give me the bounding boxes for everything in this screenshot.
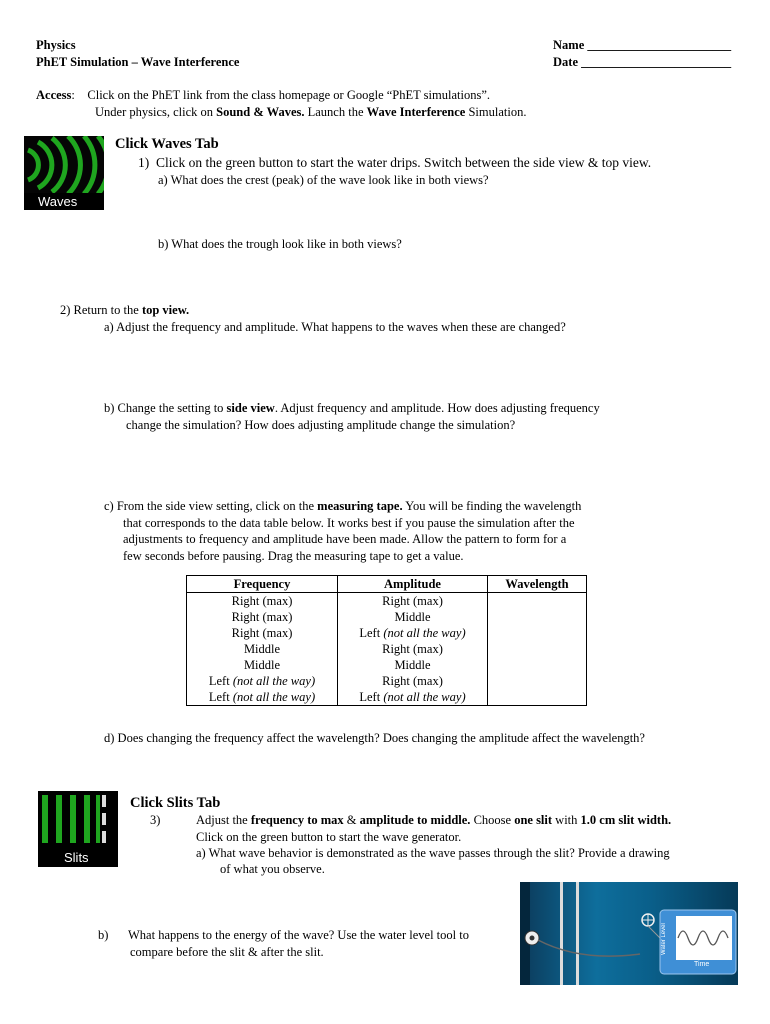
water-level-time-label: Time: [694, 961, 710, 968]
water-level-panel-title: Water Level: [661, 923, 667, 955]
amplitude-cell: Right (max): [338, 673, 488, 689]
question-3a-line-2: of what you observe.: [220, 862, 325, 876]
frequency-cell: Right (max): [187, 609, 338, 625]
wavelength-input-cell[interactable]: [488, 625, 587, 641]
frequency-cell: Left (not all the way): [187, 689, 338, 706]
waves-section-heading: Click Waves Tab: [115, 136, 219, 152]
table-header-row: [187, 576, 587, 593]
slits-bars-icon: [38, 791, 118, 847]
wavelength-input-cell[interactable]: [488, 641, 587, 657]
access-line-2: Under physics, click on Sound & Waves. Launch the Wave Interference Simulation.: [95, 105, 527, 119]
subject-label: Physics: [36, 38, 76, 52]
slits-icon-label: Slits: [64, 850, 89, 865]
question-3-line-1: Adjust the frequency to max & amplitude to middle. Choose one slit with 1.0 cm slit width.: [196, 813, 672, 827]
header-wavelength: Wavelength: [488, 576, 587, 593]
question-3b-number: b): [98, 928, 109, 942]
question-2b-line-1: b) Change the setting to side view. Adjust frequency and amplitude. How does adjusting frequency: [104, 401, 600, 415]
water-level-sim-screenshot: [520, 882, 738, 985]
waves-icon-label: Waves: [24, 193, 104, 210]
question-2d: d) Does changing the frequency affect the wavelength? Does changing the amplitude affect the wavelength?: [104, 731, 645, 745]
frequency-cell: Right (max): [187, 593, 338, 610]
question-1-text: Click on the green button to start the water drips. Switch between the side view & top view.: [156, 155, 652, 170]
wavelength-input-cell[interactable]: [488, 609, 587, 625]
question-1b: b) What does the trough look like in both views?: [158, 237, 402, 251]
worksheet-title: PhET Simulation – Wave Interference: [36, 55, 240, 69]
question-3-number: 3): [150, 813, 161, 827]
access-line-1: Access: Click on the PhET link from the class homepage or Google “PhET simulations”.: [36, 88, 490, 102]
question-3b-line-1: What happens to the energy of the wave? Use the water level tool to: [128, 928, 469, 942]
frequency-cell: Left (not all the way): [187, 673, 338, 689]
date-blank: ________________________: [581, 55, 732, 69]
date-label: Date: [553, 55, 578, 69]
amplitude-cell: Middle: [338, 657, 488, 673]
wavelength-input-cell[interactable]: [488, 673, 587, 689]
question-3a-line-1: a) What wave behavior is demonstrated as the wave passes through the slit? Provide a drawing: [196, 846, 670, 860]
wavelength-data-table: [186, 575, 587, 706]
question-2c-line-4: few seconds before pausing. Drag the measuring tape to get a value.: [123, 549, 464, 563]
waves-tab-icon: [24, 136, 104, 210]
question-2a: a) Adjust the frequency and amplitude. What happens to the waves when these are changed?: [104, 320, 566, 334]
table-row: [187, 609, 587, 625]
amplitude-cell: Left (not all the way): [338, 625, 488, 641]
header-frequency: Frequency: [187, 576, 338, 593]
question-1: [138, 155, 651, 170]
slits-section-heading: Click Slits Tab: [130, 795, 221, 811]
frequency-cell: Right (max): [187, 625, 338, 641]
table-row: [187, 689, 587, 706]
question-2b-line-2: change the simulation? How does adjusting amplitude change the simulation?: [126, 418, 516, 432]
question-3-line-2: Click on the green button to start the wave generator.: [196, 830, 462, 844]
question-2c-line-2: that corresponds to the data table below. It works best if you pause the simulation after the: [123, 516, 575, 530]
table-row: [187, 657, 587, 673]
access-label: Access: [36, 88, 72, 102]
name-label: Name: [553, 38, 585, 52]
date-field[interactable]: [553, 55, 731, 70]
wavelength-input-cell[interactable]: [488, 689, 587, 706]
wavelength-input-cell[interactable]: [488, 657, 587, 673]
concentric-waves-icon: [24, 136, 104, 194]
amplitude-cell: Right (max): [338, 593, 488, 610]
question-2: 2) Return to the top view.: [60, 303, 190, 317]
table-row: [187, 673, 587, 689]
table-row: [187, 641, 587, 657]
amplitude-cell: Middle: [338, 609, 488, 625]
slits-tab-icon: [38, 791, 118, 867]
name-blank: _______________________: [587, 38, 732, 52]
amplitude-cell: Left (not all the way): [338, 689, 488, 706]
frequency-cell: Middle: [187, 641, 338, 657]
question-2c-line-1: c) From the side view setting, click on the measuring tape. You will be finding the wavelength: [104, 499, 582, 513]
question-1a: a) What does the crest (peak) of the wave look like in both views?: [158, 173, 489, 187]
table-row: [187, 625, 587, 641]
name-field[interactable]: [553, 38, 731, 53]
amplitude-cell: Right (max): [338, 641, 488, 657]
water-level-sim-image: [520, 882, 738, 985]
access-text-1: Click on the PhET link from the class homepage or Google “PhET simulations”.: [87, 88, 490, 102]
wavelength-input-cell[interactable]: [488, 593, 587, 610]
question-1-number: 1): [138, 155, 150, 170]
table-row: [187, 593, 587, 610]
question-3b-line-2: compare before the slit & after the slit.: [130, 945, 324, 959]
frequency-cell: Middle: [187, 657, 338, 673]
question-2c-line-3: adjustments to frequency and amplitude have been made. Allow the pattern to form for a: [123, 532, 567, 546]
header-amplitude: Amplitude: [338, 576, 488, 593]
